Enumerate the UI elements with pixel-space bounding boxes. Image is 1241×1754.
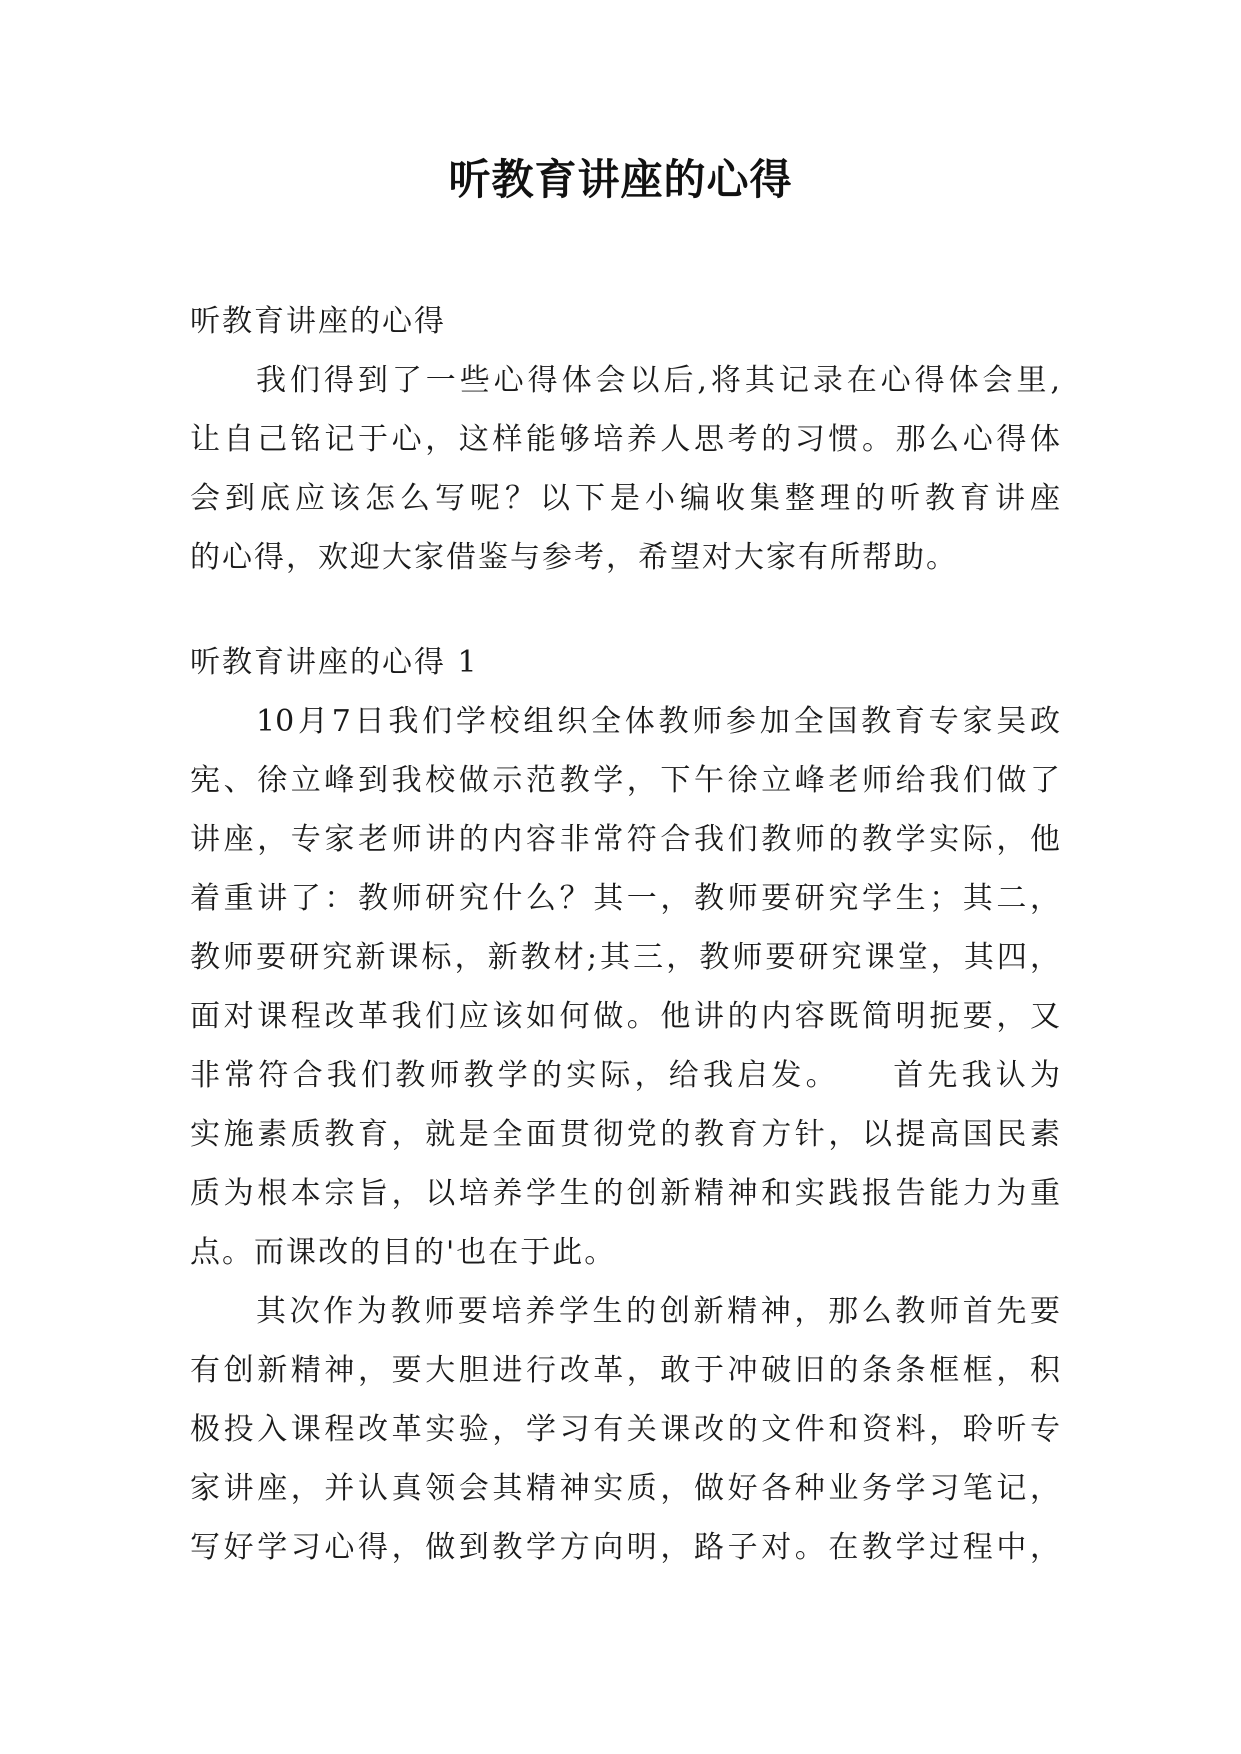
paragraph-line: 极投入课程改革实验，学习有关课改的文件和资料，聆听专 bbox=[190, 1412, 1060, 1447]
intro-line: 会到底应该怎么写呢？以下是小编收集整理的听教育讲座 bbox=[190, 481, 1060, 516]
paragraph-line: 宪、徐立峰到我校做示范教学，下午徐立峰老师给我们做了 bbox=[190, 763, 1060, 798]
paragraph-line: 家讲座，并认真领会其精神实质，做好各种业务学习笔记， bbox=[190, 1471, 1060, 1506]
intro-line: 的心得，欢迎大家借鉴与参考，希望对大家有所帮助。 bbox=[190, 540, 958, 575]
paragraph-line: 质为根本宗旨，以培养学生的创新精神和实践报告能力为重 bbox=[190, 1176, 1060, 1211]
paragraph-line: 教师要研究新课标，新教材;其三，教师要研究课堂，其四， bbox=[190, 940, 1060, 975]
paragraph-line: 有创新精神，要大胆进行改革，敢于冲破旧的条条框框，积 bbox=[190, 1353, 1060, 1388]
paragraph-line: 实施素质教育，就是全面贯彻党的教育方针，以提高国民素 bbox=[190, 1117, 1060, 1152]
intro-line: 我们得到了一些心得体会以后,将其记录在心得体会里, bbox=[256, 363, 1060, 398]
paragraph-line: 10月7日我们学校组织全体教师参加全国教育专家吴政 bbox=[256, 704, 1060, 739]
intro-line: 让自己铭记于心，这样能够培养人思考的习惯。那么心得体 bbox=[190, 422, 1060, 457]
paragraph-line: 写好学习心得，做到教学方向明，路子对。在教学过程中， bbox=[190, 1530, 1060, 1565]
paragraph-line: 非常符合我们教师教学的实际，给我启发。 首先我认为 bbox=[190, 1058, 1060, 1093]
paragraph-line: 点。而课改的目的'也在于此。 bbox=[190, 1235, 617, 1270]
intro-heading: 听教育讲座的心得 bbox=[190, 304, 446, 339]
intro-section bbox=[190, 292, 1060, 587]
paragraph-line: 着重讲了：教师研究什么？其一，教师要研究学生；其二， bbox=[190, 881, 1060, 916]
paragraph-line: 面对课程改革我们应该如何做。他讲的内容既简明扼要，又 bbox=[190, 999, 1060, 1034]
section-1 bbox=[190, 633, 1060, 1577]
document-title: 听教育讲座的心得 bbox=[448, 155, 793, 204]
paragraph-line: 讲座，专家老师讲的内容非常符合我们教师的教学实际，他 bbox=[190, 822, 1060, 857]
paragraph-line: 其次作为教师要培养学生的创新精神，那么教师首先要 bbox=[256, 1294, 1060, 1329]
section-heading: 听教育讲座的心得 1 bbox=[190, 645, 479, 680]
